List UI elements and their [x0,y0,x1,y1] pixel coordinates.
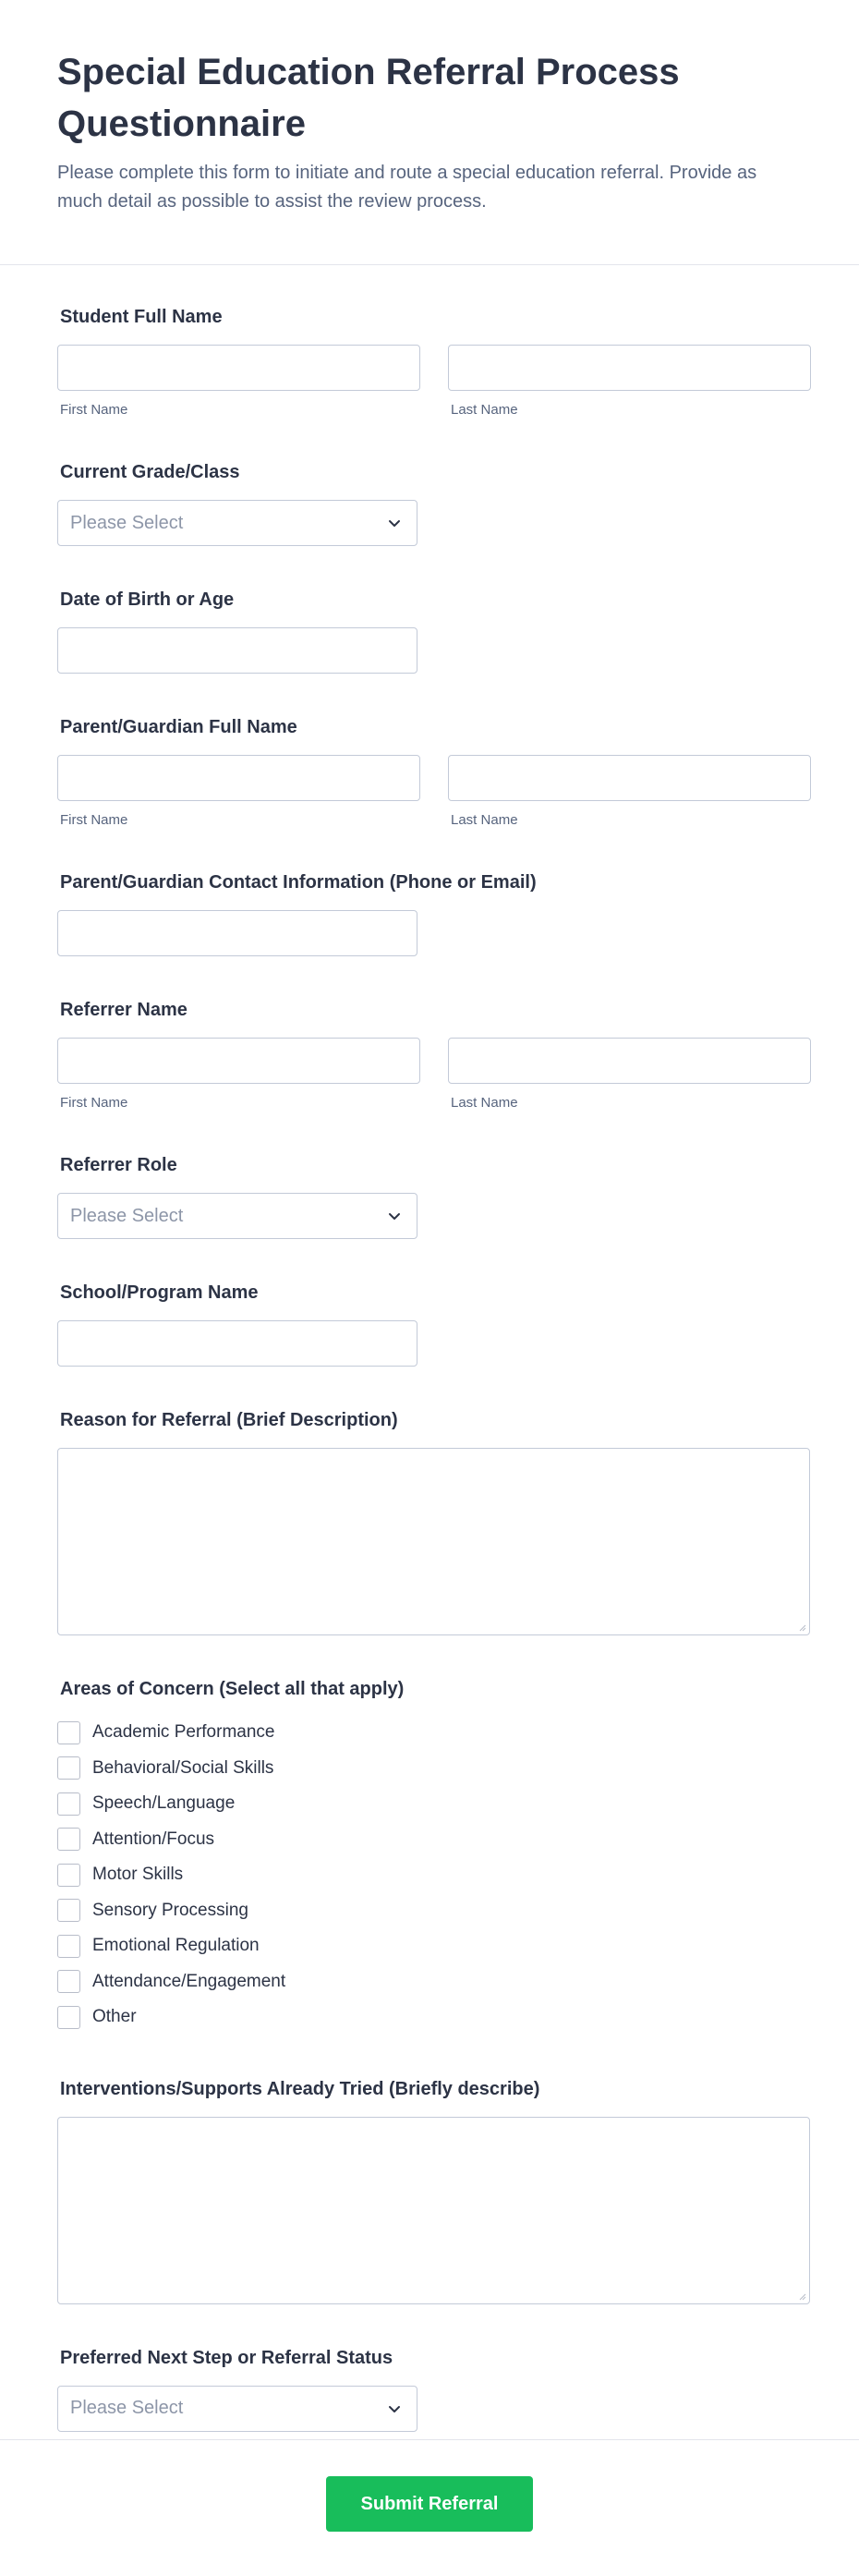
concern-option-label: Speech/Language [92,1793,236,1814]
interventions-label: Interventions/Supports Already Tried (Briefly describe) [60,2078,540,2099]
grade-select-placeholder: Please Select [70,512,184,533]
next-step-select-placeholder: Please Select [70,2398,184,2418]
interventions-field [57,2076,802,2304]
concern-option-label: Sensory Processing [92,1900,248,1920]
dob-input[interactable] [57,627,417,674]
next-step-select[interactable] [57,2386,417,2432]
referrer-last-name-sublabel: Last Name [451,1095,518,1111]
referrer-role-select-placeholder: Please Select [70,1205,184,1226]
grade-label: Current Grade/Class [60,462,240,482]
referrer-first-name-sublabel: First Name [60,1095,128,1111]
referrer-role-select[interactable] [57,1193,417,1239]
dob-label: Date of Birth or Age [60,589,235,610]
referrer-name-label: Referrer Name [60,1000,188,1020]
concern-checkbox[interactable] [57,1935,80,1958]
reason-field [57,1407,802,1635]
guardian-name-field [57,714,802,829]
submit-referral-button[interactable]: Submit Referral [326,2476,533,2532]
concern-option[interactable] [57,1715,802,1751]
concerns-checkbox-list [57,1715,802,2035]
concern-option-label: Other [92,2007,137,2027]
concern-option-label: Academic Performance [92,1722,275,1743]
guardian-last-name-sublabel: Last Name [451,812,518,828]
concern-option-label: Attendance/Engagement [92,1971,286,1991]
reason-textarea[interactable] [57,1448,810,1635]
page-subtitle: Please complete this form to initiate and route a special education referral. Provide as much detail as possible to assist the review process. [57,163,757,212]
referrer-role-field [57,1152,802,1239]
grade-select[interactable] [57,500,417,546]
student-last-name-input[interactable] [448,345,811,391]
guardian-first-name-input[interactable] [57,755,420,801]
concerns-field [57,1676,802,2035]
concern-checkbox[interactable] [57,2006,80,2029]
concern-checkbox[interactable] [57,1970,80,1993]
grade-field [57,459,802,546]
next-step-field [57,2345,802,2432]
concern-option-label: Motor Skills [92,1865,184,1885]
concern-option[interactable] [57,1751,802,1787]
resize-grip-icon[interactable] [797,2291,806,2301]
referrer-last-name-input[interactable] [448,1038,811,1084]
student-last-name-sublabel: Last Name [451,402,518,418]
student-name-field [57,304,802,419]
school-field [57,1280,802,1367]
concern-option-label: Emotional Regulation [92,1936,260,1956]
concern-checkbox[interactable] [57,1828,80,1851]
concern-checkbox[interactable] [57,1721,80,1744]
concern-option[interactable] [57,1822,802,1858]
guardian-name-label: Parent/Guardian Full Name [60,717,297,737]
concern-option[interactable] [57,1893,802,1929]
concern-option[interactable] [57,1786,802,1822]
guardian-first-name-sublabel: First Name [60,812,128,828]
concern-option-label: Attention/Focus [92,1829,215,1849]
concerns-label: Areas of Concern (Select all that apply) [60,1679,405,1699]
student-name-label: Student Full Name [60,307,223,327]
form-header [0,0,859,265]
concern-option[interactable] [57,1857,802,1893]
chevron-down-icon [385,2400,404,2418]
concern-option[interactable] [57,1999,802,2035]
guardian-contact-input[interactable] [57,910,417,956]
chevron-down-icon [385,514,404,532]
dob-field [57,587,802,674]
page-title: Special Education Referral Process Questionnaire [57,52,680,144]
form-footer [0,2439,859,2576]
concern-checkbox[interactable] [57,1864,80,1887]
concern-checkbox[interactable] [57,1792,80,1816]
school-input[interactable] [57,1320,417,1367]
guardian-last-name-input[interactable] [448,755,811,801]
school-label: School/Program Name [60,1282,259,1303]
concern-checkbox[interactable] [57,1899,80,1922]
concern-option[interactable] [57,1928,802,1964]
referrer-first-name-input[interactable] [57,1038,420,1084]
chevron-down-icon [385,1207,404,1225]
student-first-name-sublabel: First Name [60,402,128,418]
referrer-name-field [57,997,802,1112]
next-step-label: Preferred Next Step or Referral Status [60,2347,393,2368]
concern-option[interactable] [57,1964,802,2000]
concern-checkbox[interactable] [57,1756,80,1780]
concern-option-label: Behavioral/Social Skills [92,1757,274,1778]
referrer-role-label: Referrer Role [60,1155,177,1175]
guardian-contact-label: Parent/Guardian Contact Information (Phone or Email) [60,872,537,893]
reason-label: Reason for Referral (Brief Description) [60,1410,398,1430]
resize-grip-icon[interactable] [797,1622,806,1632]
form-body [0,265,859,2432]
student-first-name-input[interactable] [57,345,420,391]
interventions-textarea[interactable] [57,2117,810,2304]
guardian-contact-field [57,869,802,956]
